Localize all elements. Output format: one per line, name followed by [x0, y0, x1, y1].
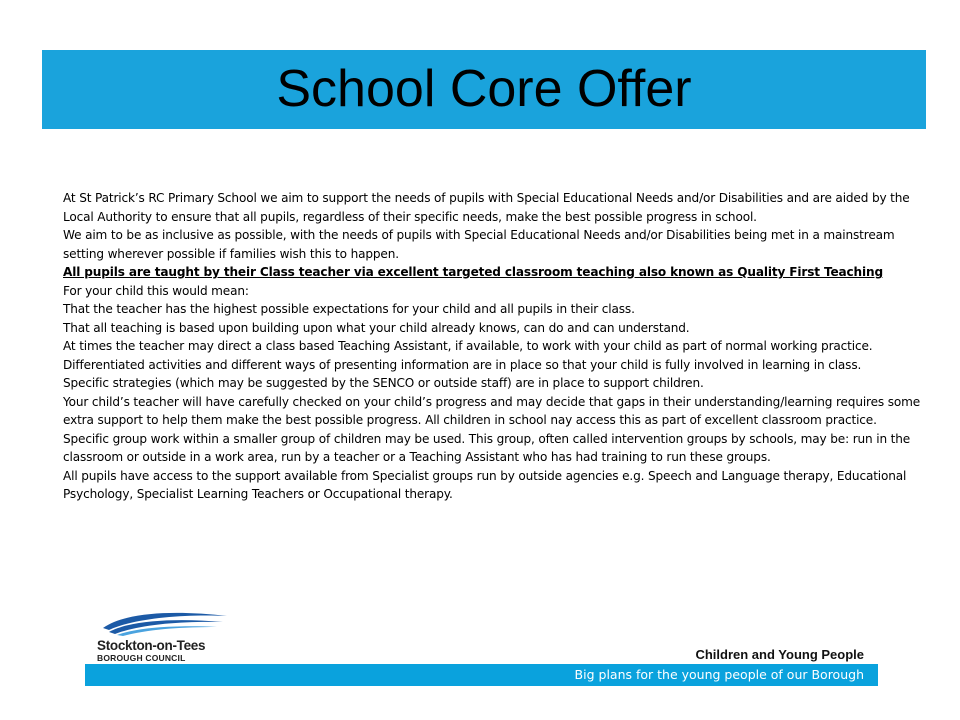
footer-banner	[85, 606, 880, 688]
paragraph-inclusive: We aim to be as inclusive as possible, with the needs of pupils with Special Educational Needs and/or Disabilities being met in a mainstream setting wherever possible if families wish this to happen.	[63, 228, 895, 261]
paragraph-differentiated: Differentiated activities and different ways of presenting information are in place so that your child is fully involved in learning in class.	[63, 357, 862, 372]
paragraph-progress-check: Your child’s teacher will have carefully checked on your child’s progress and may decide that gaps in their understanding/learning requires some extra support to help them make the best possible progress. All children in school nay access this as part of excellent classroom practice.	[63, 394, 921, 427]
logo-name: Stockton-on-Tees	[97, 638, 206, 653]
title-banner	[42, 50, 926, 129]
page-title: School Core Offer	[276, 60, 692, 118]
logo-council: BOROUGH COUNCIL	[97, 653, 186, 663]
paragraph-expectations: That the teacher has the highest possible expectations for your child and all pupils in their class.	[63, 302, 635, 316]
council-logo	[95, 608, 235, 668]
paragraph-teaching-assistant: At times the teacher may direct a class based Teaching Assistant, if available, to work with your child as part of normal working practice.	[63, 339, 873, 353]
paragraph-teaching-based: That all teaching is based upon building upon what your child already knows, can do and can understand.	[63, 320, 690, 335]
tagline: Big plans for the young people of our Borough	[574, 667, 864, 682]
body-text	[63, 189, 933, 504]
tagline-bar	[85, 664, 878, 686]
paragraph-group-work: Specific group work within a smaller group of children may be used. This group, often called intervention groups by schools, may be: run in the classroom or outside in a work area, run by a teacher or a Teaching Assistant who has had training to run these groups.	[63, 431, 911, 464]
paragraph-quality-first-heading: All pupils are taught by their Class teacher via excellent targeted classroom teaching also known as Quality First Teaching	[63, 265, 883, 279]
paragraph-for-your-child: For your child this would mean:	[63, 283, 249, 298]
swoosh-logo-icon	[95, 608, 235, 638]
paragraph-specialist-groups: All pupils have access to the support available from Specialist groups run by outside agencies e.g. Speech and Language therapy, Educational Psychology, Specialist Learning Teachers or Occupational therapy.	[63, 468, 907, 501]
department-label: Children and Young People	[695, 647, 864, 662]
paragraph-strategies: Specific strategies (which may be suggested by the SENCO or outside staff) are in place to support children.	[63, 376, 704, 390]
paragraph-intro: At St Patrick’s RC Primary School we aim to support the needs of pupils with Special Educational Needs and/or Disabilities and are aided by the Local Authority to ensure that all pupils, regardless of their specific needs, make the best possible progress in school.	[63, 191, 910, 224]
